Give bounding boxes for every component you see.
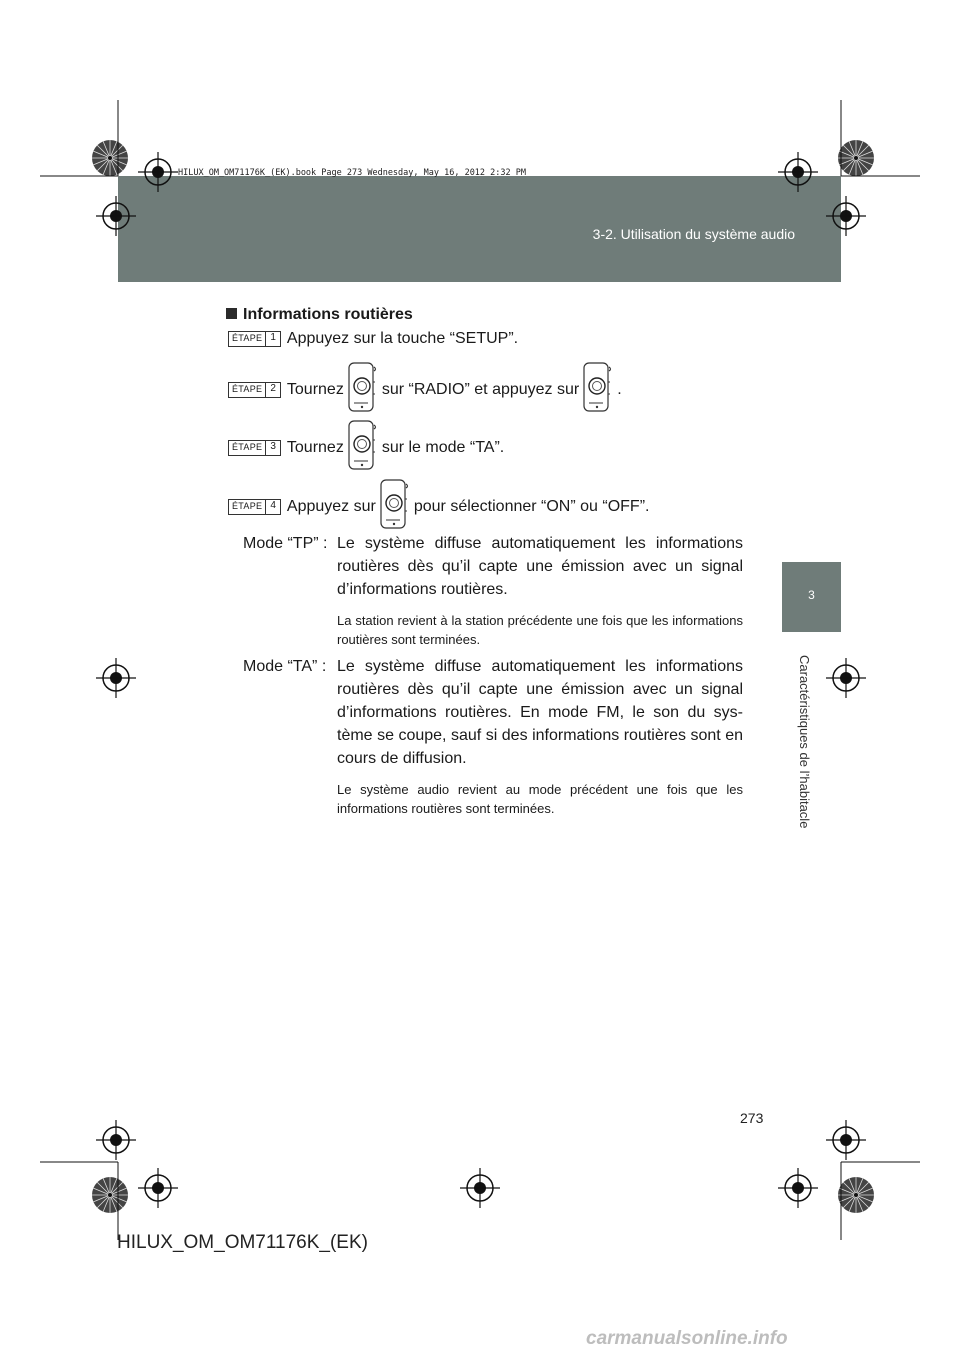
chapter-label: Caractéristiques de l’habitacle [797,655,812,829]
document-id: HILUX_OM_OM71176K_(EK) [117,1232,368,1253]
step-badge: ÉTAPE 1 [228,331,281,347]
page-number: 273 [740,1110,764,1126]
print-info: HILUX_OM_OM71176K_(EK).book Page 273 Wednesday, May 16, 2012 2:32 PM [178,168,526,178]
step-badge: ÉTAPE 2 [228,382,281,398]
step-text: Appuyez sur [286,498,376,515]
section-heading: 3-2. Utilisation du système audio [592,226,795,242]
step-text: Tournez [286,381,344,398]
step-text: . [617,381,622,398]
step-badge: ÉTAPE 4 [228,499,281,515]
step-badge: ÉTAPE 3 [228,440,281,456]
step-text: Appuyez sur la touche “SETUP”. [286,330,519,347]
step-text: Tournez [286,439,344,456]
title-text: Informations routières [243,306,413,323]
mode-note: Le système audio revient au mode précédent une fois que les informations routières sont terminées. [337,782,743,816]
mode-label: Mode “TP” : [243,535,328,552]
mode-label: Mode “TA” : [243,658,327,675]
mode-note: La station revient à la station précédente une fois que les informations routières sont terminées. [337,613,743,647]
step-text: sur “RADIO” et appuyez sur [381,381,580,398]
step-text: pour sélectionner “ON” ou “OFF”. [413,498,650,515]
mode-description: Le système diffuse automatiquement les informations routières dès qu’il capte une émission avec un signal d’informations routières. [337,535,743,598]
watermark: carmanualsonline.info [586,1328,788,1349]
mode-description: Le système diffuse automatiquement les informations routières dès qu’il capte une émission avec un signal d’informations routières. En mode FM, le son du sys-tème se coupe, sauf si des informations routières sont en cours de diffusion. [337,658,743,767]
chapter-number: 3 [808,588,815,602]
step-text: sur le mode “TA”. [381,439,505,456]
